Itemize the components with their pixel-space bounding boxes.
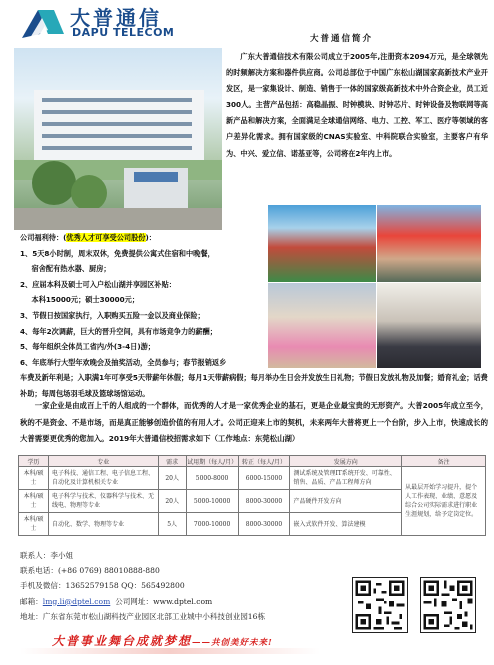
email-link[interactable]: lmg.li@dptel.com <box>42 596 111 606</box>
welfare-item: 本科15000元；硕士30000元； <box>31 295 140 305</box>
cell-count: 5人 <box>158 513 186 536</box>
slogan <box>52 630 273 649</box>
table-header-row <box>19 456 486 467</box>
cell-degree: 本科/硕士 <box>19 513 49 536</box>
cell-major: 电子科学与技术、仪器科学与技术、无线电、物理等专业 <box>48 490 158 513</box>
welfare-tail: 车费及新年利是；入职满1年可享受5天带薪年休假；每月1天带薪病假；每月举办生日会并发放生日礼物；节假日发放礼物及加餐；婚育礼金；话费补助；每周包场羽毛球及篮球场馆运动。 <box>20 373 488 398</box>
table-row <box>19 467 486 490</box>
welfare-section <box>20 230 268 370</box>
intro-title: 大普通信简介 <box>310 34 374 44</box>
contact-mobile: 手机及微信：13652579158 QQ：565492800 <box>20 581 185 591</box>
cell-probation: 5000-8000 <box>186 467 238 490</box>
recruitment-table <box>18 455 486 536</box>
cell-remark: 从最层开始学习提升，提个人工作表现、业绩、意愿及综合公司实际需求进行职业生涯规划，给予定岗定位。 <box>402 467 486 536</box>
website-link[interactable]: www.dptel.com <box>153 596 213 606</box>
header-direction: 发展方向 <box>290 456 402 467</box>
contact-phone: 联系电话：(+86 0769) 88010888-880 <box>20 566 160 576</box>
slogan-main: 大普事业舞台成就梦想 <box>52 634 193 648</box>
contact-address: 地址：广东省东莞市松山湖科技产业园区北部工业城中小科技创业园16栋 <box>20 611 266 621</box>
welfare-highlight: 优秀人才可享受公司股份 <box>66 233 146 242</box>
office-building-photo <box>14 48 222 230</box>
cell-count: 20人 <box>158 467 186 490</box>
contact-email-row: 邮箱：lmg.li@dptel.com 公司网址：www.dptel.com <box>20 596 213 606</box>
slogan-sub: ——共创美好未来! <box>192 638 273 648</box>
header-count: 需求 <box>158 456 186 467</box>
logo-cn-name: 大普通信 <box>70 6 162 30</box>
cell-degree: 本科/硕士 <box>19 467 49 490</box>
qr-code-icon <box>420 577 476 633</box>
sports-event-photo <box>268 205 376 282</box>
cell-probation: 7000-10000 <box>186 513 238 536</box>
cell-direction: 嵌入式软件开发、算法建模 <box>290 513 402 536</box>
welfare-item: 5、每年组织全体员工省内/外(3-4日)游； <box>20 342 155 352</box>
cell-degree: 本科/硕士 <box>19 490 49 513</box>
cell-count: 20人 <box>158 490 186 513</box>
contact-person: 联系人：李小姐 <box>20 551 74 560</box>
team-paragraph: 一家企业是由成百上千的人组成的一个群体，而优秀的人才是一家优秀企业的基石，更是企业最宝贵的无形资产。大普2005年成立至今，秋的不是资金、不是市场，而是真正能够创造价值的有用人才。公司正迎来上市的契机，未来两年大普将更上一个台阶，步入上市，快速成长的大普需要更优秀的您加入。2019年大普通信校招需求如下（工作地点：东莞松山湖） <box>20 401 488 443</box>
header-remark: 备注 <box>402 456 486 467</box>
cell-major: 自动化、数学、物理等专业 <box>48 513 158 536</box>
welfare-heading: 公司福利待：(优秀人才可享受公司股份)： <box>20 233 156 242</box>
intro-body: 广东大普通信技术有限公司成立于2005年,注册资本2094万元，是全球领先的时频解决方案和器件供应商。公司总部位于中国广东松山湖国家高新技术产业开发区，是一家集设计、制造、销售于一体的国家级高新技术中外合资企业，员工近300人。主营产品包括：高稳晶振、时钟模块、时钟芯片、时钟设备及物联网等高新产品和解决方案，全面满足全球通信网络、电力、工控、军工、医疗等领域的客户差异化需求。拥有国家级的CNAS实验室、中科院联合实验室，主要客户有华为、中兴、爱立信、诺基亚等，公司将在2年内上市。 <box>226 52 488 158</box>
welfare-item: 4、每年2次调薪，巨大的晋升空间，具有市场竞争力的薪酬； <box>20 326 217 336</box>
cell-regular: 6000-15000 <box>238 467 290 490</box>
cell-regular: 8000-30000 <box>238 490 290 513</box>
cell-major: 电子科技、通信工程、电子信息工程、自动化及计算机相关专业 <box>48 467 158 490</box>
contact-block <box>20 548 340 624</box>
logo-en-name: DAPU TELECOM <box>72 26 175 39</box>
party-event-photo <box>268 283 376 368</box>
company-logo <box>20 2 190 42</box>
header-regular: 转正（每人/月） <box>238 456 290 467</box>
header-major: 专业 <box>48 456 158 467</box>
award-ceremony-photo <box>377 283 481 368</box>
welfare-item: 6、年底举行大型年欢晚会及抽奖活动，全员参与；春节报销返乡 <box>20 357 227 367</box>
team-banner-photo <box>377 205 481 282</box>
dapu-logo-icon <box>20 4 66 40</box>
cell-probation: 5000-10000 <box>186 490 238 513</box>
cell-direction: 测试系统及管理IT系统开发、可靠性、销售、品质、产品工程师方向 <box>290 467 402 490</box>
welfare-item: 1、5天8小时制，周末双休，免费提供公寓式住宿和中晚餐， <box>20 248 215 258</box>
cell-direction: 产品硬件开发方向 <box>290 490 402 513</box>
qr-code-icon <box>352 577 408 633</box>
welfare-item: 宿舍配有热水器、厨房； <box>31 264 111 274</box>
header-probation: 试用期（每人/月） <box>186 456 238 467</box>
header-degree: 学历 <box>19 456 49 467</box>
welfare-item: 2、应届本科及硕士可入户松山湖并享园区补贴： <box>20 279 176 289</box>
welfare-item: 3、节假日按国家执行，入职购买五险一金以及商业保险； <box>20 310 205 320</box>
cell-regular: 8000-30000 <box>238 513 290 536</box>
